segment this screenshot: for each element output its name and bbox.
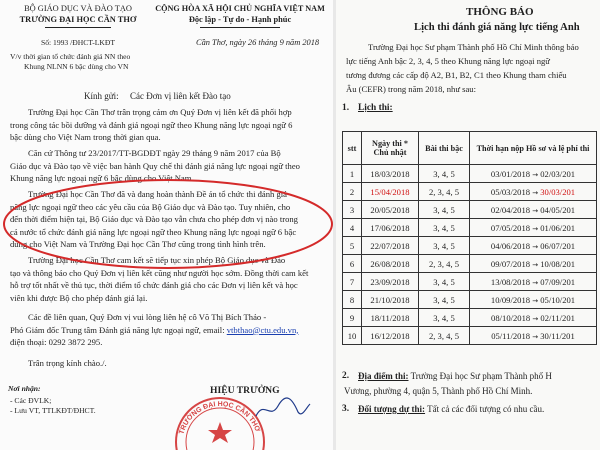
paragraph-3-line-2: năng lực ngoại ngữ theo các yêu cầu của Bộ Giáo dục và Đào tạo. Tuy nhiên, cho [10, 201, 291, 212]
exam-schedule-table [342, 131, 597, 345]
ministry-name: BỘ GIÁO DỤC VÀ ĐÀO TẠO [24, 4, 132, 13]
deadline-to: 05/10/201 [540, 294, 576, 305]
deadline-from: 13/08/2018 [490, 276, 531, 287]
cell-stt: 5 [343, 237, 362, 255]
paragraph-4-line-4: viên khi được Bộ cho phép đánh giá lại. [10, 292, 148, 303]
deadline-from: 08/10/2018 [491, 312, 531, 323]
paragraph-4-line-1: Trường Đại học Cần Thơ cam kết sẽ tiếp tục xin phép Bộ Giáo dục và Đào [28, 255, 286, 265]
intro-line-1: Trường Đại học Sư phạm Thành phố Hồ Chí Minh thông báo [368, 42, 579, 52]
addressee: Các Đơn vị liên kết Đào tạo [130, 91, 231, 101]
deadline-to: 04/05/201 [540, 204, 576, 215]
paragraph-2-line-3: Khung năng lực ngoại ngữ 6 bậc dùng cho Việt Nam. [10, 173, 194, 184]
intro-line-2: lực tiếng Anh bậc 2, 3, 4, 5 theo Khung năng lực ngoại ngữ [346, 56, 550, 66]
deadline-from: 07/05/2018 [490, 222, 531, 233]
table-row [343, 219, 597, 237]
deadline-from: 05/11/2018 [491, 330, 531, 341]
cell-exam-date: 22/07/2018 [362, 237, 419, 255]
cell-levels: 3, 4, 5 [419, 219, 470, 237]
document-number: Số: 1993 /ĐHCT-LKĐT [41, 38, 115, 47]
section-2-text-line-2: Vương, phường 4, quận 5, Thành phố Hồ Chí Minh. [344, 386, 533, 396]
cell-levels: 2, 3, 4, 5 [419, 255, 470, 273]
cell-levels: 3, 4, 5 [419, 291, 470, 309]
signer-title: HIỆU TRƯỞNG [210, 385, 280, 396]
cell-deadline [470, 291, 597, 309]
table-row [343, 327, 597, 345]
cell-stt: 10 [343, 327, 362, 345]
deadline-to: 02/03/201 [540, 168, 576, 179]
annotation-circle [0, 176, 333, 274]
cell-deadline [470, 183, 597, 201]
paragraph-2-line-1: Căn cứ Thông tư 23/2017/TT-BGDĐT ngày 29 tháng 9 năm 2017 của Bộ [28, 148, 281, 158]
intro-line-3: tương đương các cấp độ A2, B1, B2, C1 theo Khung tham chiếu [346, 70, 567, 80]
deadline-to: 06/07/201 [540, 240, 576, 251]
paragraph-3-line-1: Trường Đại học Cần Thơ đã và đang hoàn thành Đề án tổ chức thi đánh giá [28, 189, 287, 199]
paragraph-4-line-3: hỗ trợ tốt nhất về thủ tục, thời điểm tổ chức đánh giá cho các Đơn vị liên kết và học [10, 280, 298, 291]
arrow-right-icon: → [532, 224, 539, 233]
deadline-from: 05/03/2018 [490, 186, 531, 197]
header-levels: Bài thi bậc [419, 132, 470, 165]
deadline-from: 04/06/2018 [490, 240, 531, 251]
recipient-2: - Lưu VT, TTLKĐT/ĐHCT. [10, 406, 96, 415]
section-2-label: Địa điểm thi: [358, 371, 409, 381]
subject-line-1: V/v thời gian tổ chức đánh giá NN theo [10, 52, 131, 61]
date-line: Cần Thơ, ngày 26 tháng 9 năm 2018 [196, 38, 320, 47]
arrow-right-icon: → [532, 170, 539, 179]
cell-stt: 9 [343, 309, 362, 327]
cell-deadline [470, 237, 597, 255]
table-row [343, 255, 597, 273]
paragraph-3-line-5: dùng cho Việt Nam và Trường Đại học Cần Thơ cũng trong tình hình trên. [10, 239, 266, 250]
arrow-right-icon: → [532, 278, 539, 287]
table-row [343, 291, 597, 309]
paragraph-1 [10, 106, 324, 144]
cell-deadline [470, 255, 597, 273]
intro-line-4: Âu (CEFR) trong năm 2018, như sau: [346, 84, 476, 94]
arrow-right-icon: → [532, 206, 539, 215]
deadline-to: 07/09/201 [540, 276, 576, 287]
arrow-right-icon: → [532, 260, 539, 269]
cell-exam-date: 18/11/2018 [362, 309, 419, 327]
cell-exam-date: 23/09/2018 [362, 273, 419, 291]
deadline-to: 10/08/201 [540, 258, 576, 269]
arrow-right-icon: → [532, 296, 539, 305]
paragraph-3-line-3: đến thời điểm hiện tại, Bộ Giáo dục và Đào tạo vẫn chưa cho phép đơn vị nào trong [10, 214, 298, 225]
cell-stt: 4 [343, 219, 362, 237]
header-stt: stt [343, 132, 362, 165]
cell-levels: 3, 4, 5 [419, 237, 470, 255]
cell-levels: 3, 4, 5 [419, 273, 470, 291]
deadline-to: 30/11/201 [540, 330, 575, 341]
cell-exam-date: 18/03/2018 [362, 165, 419, 183]
deadline-from: 10/09/2018 [490, 294, 531, 305]
paragraph-1-line-1: Trường Đại học Cần Thơ trân trọng cảm ơn Quý Đơn vị liên kết đã phối hợp [28, 107, 292, 117]
cell-exam-date: 15/04/2018 [362, 183, 419, 201]
cell-stt: 8 [343, 291, 362, 309]
notice-heading: THÔNG BÁO [466, 6, 534, 18]
cell-stt: 2 [343, 183, 362, 201]
section-2-text-line-1: Trường Đại học Sư phạm Thành phố H [410, 371, 552, 381]
table-row [343, 237, 597, 255]
deadline-from: 09/07/2018 [490, 258, 531, 269]
cell-stt: 6 [343, 255, 362, 273]
cell-deadline [470, 327, 597, 345]
section-2-number: 2. [342, 371, 350, 381]
header-exam-date: Ngày thi * Chủ nhật [362, 132, 419, 165]
cell-levels: 3, 4, 5 [419, 309, 470, 327]
table-row [343, 201, 597, 219]
deadline-to: 01/06/201 [540, 222, 576, 233]
paragraph-3-line-4: cả nước tổ chức đánh giá năng lực ngoại ngữ theo Khung năng lực ngoại ngữ 6 bậc [10, 226, 297, 237]
table-row [343, 273, 597, 291]
paragraph-1-line-2: trong công tác bồi dưỡng và đánh giá ngoại ngữ theo Khung năng lực ngoại ngữ 6 [10, 119, 293, 130]
header-deadline: Thời hạn nộp Hồ sơ và lệ phí thi [470, 132, 597, 165]
section-1-label: Lịch thi: [358, 103, 393, 113]
deadline-from: 03/01/2018 [490, 168, 531, 179]
cell-deadline [470, 309, 597, 327]
closing: Trân trọng kính chào./. [28, 358, 107, 368]
deadline-to: 30/03/201 [540, 186, 576, 197]
subject-line-2: Khung NLNN 6 bậc dùng cho VN [24, 62, 129, 71]
arrow-right-icon: → [532, 188, 539, 197]
signature [252, 394, 312, 424]
section-1-number: 1. [342, 103, 350, 113]
table-row [343, 183, 597, 201]
university-name: TRƯỜNG ĐẠI HỌC CẦN THƠ [19, 15, 137, 24]
cell-stt: 3 [343, 201, 362, 219]
cell-deadline [470, 201, 597, 219]
paragraph-5-line-3: điện thoại: 0292 3872 295. [10, 337, 103, 348]
republic-name: CỘNG HÒA XÃ HỘI CHỦ NGHĨA VIỆT NAM [155, 4, 325, 13]
section-2 [358, 371, 552, 381]
cell-levels: 2, 3, 4, 5 [419, 327, 470, 345]
notice-title: Lịch thi đánh giá năng lực tiếng Anh [414, 22, 580, 33]
section-3-number: 3. [342, 404, 350, 414]
arrow-right-icon: → [532, 242, 539, 251]
national-motto: Độc lập - Tự do - Hạnh phúc [188, 15, 292, 24]
arrow-right-icon: → [532, 332, 539, 341]
paragraph-5-line-1: Các đề liên quan, Quý Đơn vị vui lòng liên hệ cô Võ Thị Bích Thảo - [28, 312, 267, 322]
paragraph-1-line-3: bậc dùng cho Việt Nam trong thời gian qua. [10, 132, 161, 143]
table-row [343, 165, 597, 183]
recipients-label: Nơi nhận: [8, 384, 41, 393]
header-rule-left [45, 27, 111, 28]
header-rule-right [200, 27, 280, 28]
cell-levels: 2, 3, 4, 5 [419, 183, 470, 201]
cell-exam-date: 21/10/2018 [362, 291, 419, 309]
deadline-to: 02/11/201 [540, 312, 575, 323]
table-header-row [343, 132, 597, 165]
arrow-right-icon: → [532, 314, 539, 323]
cell-exam-date: 16/12/2018 [362, 327, 419, 345]
paragraph-5 [10, 311, 324, 349]
cell-exam-date: 26/08/2018 [362, 255, 419, 273]
paragraph-5-line-2-text: Phó Giám đốc Trung tâm Đánh giá năng lực ngoại ngữ, email: [10, 324, 225, 335]
cell-deadline [470, 273, 597, 291]
paragraph-4-line-2: tạo và thông báo cho Quý Đơn vị liên kết cũng như người học sớm. Đồng thời cam kết [10, 267, 309, 278]
deadline-from: 02/04/2018 [490, 204, 531, 215]
cell-levels: 3, 4, 5 [419, 165, 470, 183]
cell-deadline [470, 165, 597, 183]
cell-stt: 1 [343, 165, 362, 183]
section-3-text: Tất cả các đối tượng có nhu cầu. [427, 404, 545, 414]
section-3 [358, 404, 544, 414]
cell-exam-date: 17/06/2018 [362, 219, 419, 237]
recipient-1: - Các ĐVLK; [10, 396, 52, 405]
svg-text:TRƯỜNG ĐẠI HỌC CẦN THƠ: TRƯỜNG ĐẠI HỌC CẦN THƠ [178, 400, 261, 436]
paragraph-5-line-2 [10, 324, 324, 337]
addressee-label: Kính gửi: [84, 91, 119, 101]
paragraph-2-line-2: Giáo dục và Đào tạo về việc ban hành Quy chế thi đánh giá năng lực ngoại ngữ theo [10, 160, 300, 171]
cell-stt: 7 [343, 273, 362, 291]
cell-deadline [470, 219, 597, 237]
table-row [343, 309, 597, 327]
cell-levels: 3, 4, 5 [419, 201, 470, 219]
contact-email-link[interactable]: vtbthao@ctu.edu.vn, [226, 324, 299, 335]
section-3-label: Đối tượng dự thi: [358, 404, 426, 414]
cell-exam-date: 20/05/2018 [362, 201, 419, 219]
